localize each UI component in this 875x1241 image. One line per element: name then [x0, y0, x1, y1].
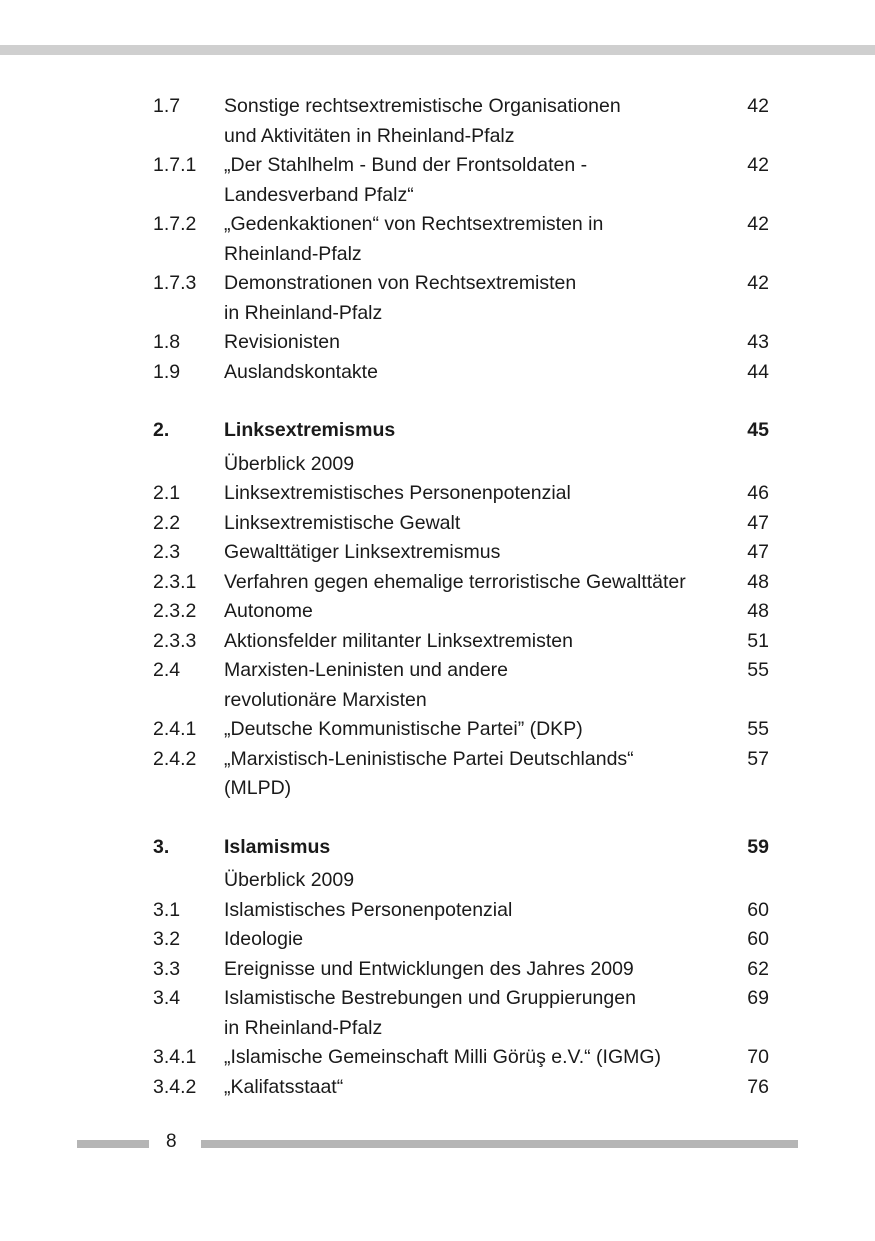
toc-entry-title-line: Islamistisches Personenpotenzial: [224, 898, 513, 921]
toc-entry-title-line: Sonstige rechtsextremistische Organisationen: [224, 95, 621, 117]
toc-entry-page: 60: [747, 928, 769, 950]
toc-entry: [153, 210, 773, 269]
toc-entry-page: 44: [747, 360, 769, 383]
toc-entry-page: 43: [747, 331, 769, 353]
toc-entry-title-line: Linksextremismus: [224, 419, 396, 441]
toc-entry-number: 3.4.1: [153, 1046, 197, 1068]
toc-entry: [153, 538, 773, 568]
toc-entry-title: [224, 450, 725, 480]
toc-entry-title-line: Verfahren gegen ehemalige terroristische Gewalttäter: [224, 570, 686, 593]
toc-entry-title-line: Überblick 2009: [224, 452, 355, 475]
toc-entry-number: 2.2: [153, 511, 181, 534]
toc-entry-number: 3.3: [153, 957, 181, 980]
toc-entry-number: 1.7.2: [153, 213, 197, 235]
toc-entry: [153, 1073, 773, 1103]
toc-entry: [153, 715, 773, 745]
footer-rule-right: [201, 1140, 798, 1148]
toc-entry-title-line: „Islamische Gemeinschaft Milli Görüş e.V.“ (IGMG): [224, 1046, 662, 1068]
toc-entry-number: 3.2: [153, 928, 181, 950]
toc-entry: [153, 151, 773, 210]
toc-entry: [153, 568, 773, 598]
toc-entry: [153, 597, 773, 627]
toc-entry-page: 48: [747, 570, 769, 593]
toc-chapter-heading: [153, 833, 773, 867]
toc-entry-title-line: Ideologie: [224, 928, 304, 950]
toc-entry: [153, 450, 773, 480]
toc-entry: [153, 509, 773, 539]
toc-entry-page: 42: [747, 272, 769, 294]
toc-entry-title-line: Marxisten-Leninisten und andere: [224, 659, 509, 681]
toc-entry-title: [224, 896, 725, 926]
toc-entry-title: [224, 1073, 725, 1103]
toc-entry-number: 1.8: [153, 331, 181, 353]
toc-entry-page: 55: [747, 718, 769, 740]
toc-entry-title-line: (MLPD): [224, 777, 292, 799]
toc-chapter-heading: [153, 416, 773, 450]
footer-rule-left: [77, 1140, 149, 1148]
toc-entry-number: 2.3: [153, 541, 181, 563]
toc-entry-page: 59: [747, 835, 769, 858]
toc-entry-title-line: Linksextremistische Gewalt: [224, 511, 461, 534]
toc-entry-title: [224, 597, 725, 627]
toc-entry-title: [224, 416, 725, 446]
toc-entry-title: [224, 151, 725, 210]
toc-entry-page: 55: [747, 659, 769, 681]
toc-entry: [153, 955, 773, 985]
toc-entry-number: 2.4.2: [153, 747, 197, 770]
toc-entry-number: 3.1: [153, 898, 181, 921]
table-of-contents: [153, 92, 773, 1102]
toc-entry-title-line: Demonstrationen von Rechtsextremisten: [224, 272, 577, 294]
toc-entry-title: [224, 984, 725, 1043]
toc-entry-page: 60: [747, 898, 769, 921]
toc-entry: [153, 745, 773, 804]
toc-entry-number: 2.4: [153, 659, 181, 681]
toc-entry-page: 47: [747, 541, 769, 563]
toc-entry-number: 1.7.3: [153, 272, 197, 294]
toc-entry-page: 62: [747, 957, 769, 980]
toc-entry: [153, 656, 773, 715]
toc-entry-title-line: Gewalttätiger Linksextremismus: [224, 541, 501, 563]
toc-entry: [153, 479, 773, 509]
toc-entry-title: [224, 479, 725, 509]
toc-entry: [153, 984, 773, 1043]
toc-entry-title: [224, 715, 725, 745]
toc-entry-title: [224, 627, 725, 657]
toc-entry: [153, 925, 773, 955]
toc-entry-title-line: revolutionäre Marxisten: [224, 688, 427, 711]
toc-entry-title-line: Islamistische Bestrebungen und Gruppierungen: [224, 987, 636, 1009]
toc-entry: [153, 269, 773, 328]
toc-entry-title-line: „Gedenkaktionen“ von Rechtsextremisten in: [224, 213, 604, 235]
toc-entry-title: [224, 92, 725, 151]
toc-entry-page: 76: [747, 1075, 769, 1098]
toc-entry-title-line: und Aktivitäten in Rheinland-Pfalz: [224, 124, 515, 147]
toc-entry-title: [224, 1043, 725, 1073]
toc-entry-title: [224, 509, 725, 539]
toc-entry-title: [224, 328, 725, 358]
toc-entry-title-line: „Kalifatsstaat“: [224, 1075, 344, 1098]
toc-entry-title: [224, 955, 725, 985]
toc-entry-page: 51: [747, 629, 769, 652]
toc-entry-title-line: Islamismus: [224, 835, 331, 858]
toc-entry-title: [224, 745, 725, 804]
toc-entry-title-line: in Rheinland-Pfalz: [224, 1016, 383, 1039]
toc-entry-number: 2.3.1: [153, 570, 197, 593]
toc-entry: [153, 92, 773, 151]
toc-entry-number: 2.3.2: [153, 600, 197, 622]
header-rule: [0, 45, 875, 55]
toc-entry-title: [224, 568, 725, 598]
toc-entry-number: 3.4.2: [153, 1075, 197, 1098]
toc-entry-number: 2.4.1: [153, 718, 197, 740]
toc-entry-page: 57: [747, 747, 769, 770]
toc-entry-page: 45: [747, 419, 769, 441]
toc-entry: [153, 1043, 773, 1073]
toc-entry-page: 46: [747, 482, 769, 504]
toc-entry-title-line: Autonome: [224, 600, 313, 622]
toc-entry: [153, 328, 773, 358]
toc-entry: [153, 896, 773, 926]
toc-entry-title-line: Revisionisten: [224, 331, 340, 353]
toc-entry-title: [224, 538, 725, 568]
toc-entry-page: 42: [747, 154, 769, 176]
toc-entry-number: 2.3.3: [153, 629, 197, 652]
toc-entry-title-line: Rheinland-Pfalz: [224, 242, 362, 265]
toc-entry-number: 2.: [153, 419, 170, 441]
toc-entry: [153, 627, 773, 657]
toc-entry-title-line: „Marxistisch-Leninistische Partei Deutschlands“: [224, 747, 634, 770]
toc-entry-title-line: Aktionsfelder militanter Linksextremisten: [224, 629, 573, 652]
toc-entry-page: 42: [747, 95, 769, 117]
toc-entry-title: [224, 210, 725, 269]
toc-entry-title: [224, 656, 725, 715]
footer-page-number: 8: [166, 1131, 177, 1152]
toc-entry: [153, 358, 773, 388]
toc-entry-title-line: in Rheinland-Pfalz: [224, 301, 383, 324]
toc-entry-number: 3.: [153, 835, 170, 858]
toc-entry-number: 1.9: [153, 360, 181, 383]
toc-entry-title: [224, 358, 725, 388]
toc-entry-title: [224, 833, 725, 863]
toc-entry-page: 48: [747, 600, 769, 622]
toc-entry-number: 3.4: [153, 987, 181, 1009]
toc-entry-title: [224, 269, 725, 328]
toc-entry-title-line: Landesverband Pfalz“: [224, 183, 414, 206]
toc-entry-number: 2.1: [153, 482, 181, 504]
toc-entry-title-line: Ereignisse und Entwicklungen des Jahres 2009: [224, 957, 634, 980]
toc-entry-number: 1.7: [153, 95, 181, 117]
toc-entry-title-line: Linksextremistisches Personenpotenzial: [224, 482, 571, 504]
toc-entry-number: 1.7.1: [153, 154, 197, 176]
toc-entry: [153, 866, 773, 896]
toc-entry-page: 69: [747, 987, 769, 1009]
toc-entry-title-line: „Der Stahlhelm - Bund der Frontsoldaten -: [224, 154, 588, 176]
toc-entry-title: [224, 866, 725, 896]
toc-entry-page: 47: [747, 511, 769, 534]
toc-entry-page: 70: [747, 1046, 769, 1068]
toc-entry-title-line: „Deutsche Kommunistische Partei” (DKP): [224, 718, 583, 740]
toc-entry-title-line: Auslandskontakte: [224, 360, 378, 383]
toc-entry-title-line: Überblick 2009: [224, 869, 355, 891]
toc-entry-page: 42: [747, 213, 769, 235]
toc-entry-title: [224, 925, 725, 955]
